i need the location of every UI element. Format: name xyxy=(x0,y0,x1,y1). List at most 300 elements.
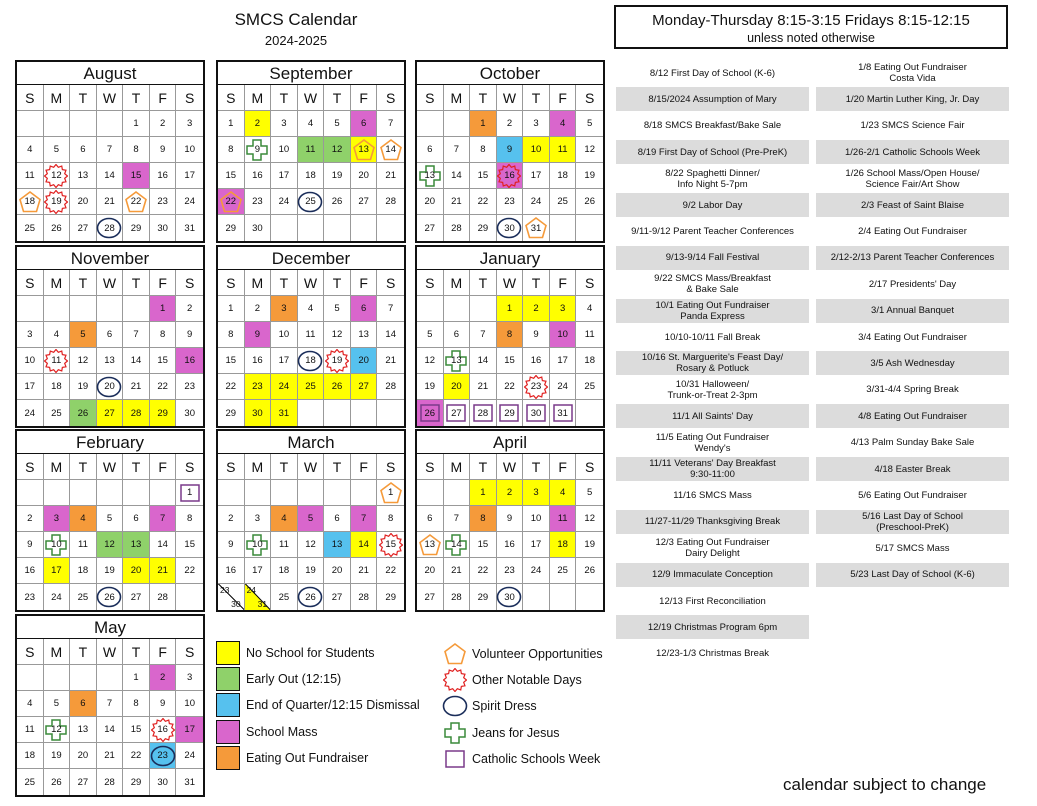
event-item: 12/13 First Reconciliation xyxy=(659,595,766,607)
day-cell xyxy=(576,480,603,506)
day-number: 26 xyxy=(424,407,436,419)
day-number: 18 xyxy=(24,750,36,761)
day-number: 5 xyxy=(307,513,314,524)
day-number: 21 xyxy=(104,750,115,761)
month-february xyxy=(15,429,205,612)
legend-swatch xyxy=(216,720,240,744)
day-cell xyxy=(44,163,71,189)
day-number: 15 xyxy=(130,170,142,181)
day-number: 17 xyxy=(530,539,542,550)
day-number: 17 xyxy=(184,170,195,181)
day-number: 22 xyxy=(130,196,142,207)
day-number: 26 xyxy=(584,196,595,207)
day-cell xyxy=(150,374,177,400)
day-number: 25 xyxy=(51,407,62,419)
day-cell xyxy=(97,111,124,137)
day-number: 12 xyxy=(77,355,89,366)
day-number: 9 xyxy=(27,539,33,550)
day-number: 9 xyxy=(187,329,193,340)
day-cell xyxy=(550,532,577,558)
day-number: 20 xyxy=(424,565,436,576)
day-cell xyxy=(97,348,124,374)
day-cell xyxy=(497,374,524,400)
event-item: 9/22 SMCS Mass/Breakfast & Bake Sale xyxy=(654,273,771,296)
day-cell xyxy=(576,584,603,610)
day-number: 11 xyxy=(24,170,35,181)
day-number: 29 xyxy=(477,591,489,603)
day-cell xyxy=(497,163,524,189)
day-cell xyxy=(44,189,71,215)
day-number: 19 xyxy=(424,381,436,392)
day-number: 14 xyxy=(451,170,462,181)
day-cell xyxy=(70,480,97,506)
day-cell xyxy=(17,558,44,584)
weekday-header: T xyxy=(470,85,497,111)
day-cell xyxy=(417,111,444,137)
day-cell xyxy=(497,296,524,322)
day-cell xyxy=(351,532,378,558)
day-number: 15 xyxy=(504,355,515,366)
weekday-header: S xyxy=(377,454,404,480)
event-item: 10/16 St. Marguerite's Feast Day/ Rosary & Potluck xyxy=(616,351,809,375)
day-number: 31 xyxy=(184,776,195,788)
legend-label: Spirit Dress xyxy=(472,699,537,714)
day-number: 23 xyxy=(504,565,515,576)
day-number: 28 xyxy=(477,407,489,419)
day-number: 19 xyxy=(584,170,595,181)
day-number: 8 xyxy=(388,513,394,524)
weekday-header: T xyxy=(470,454,497,480)
day-number: 27 xyxy=(77,222,89,234)
weekday-header: S xyxy=(176,85,203,111)
day-cell xyxy=(44,322,71,348)
day-number: 23 xyxy=(157,750,168,761)
month-march xyxy=(216,429,406,612)
day-cell xyxy=(176,111,203,137)
day-cell xyxy=(444,400,471,426)
hours-line2: unless noted otherwise xyxy=(747,31,875,45)
day-number: 23 xyxy=(530,381,542,392)
day-cell xyxy=(576,400,603,426)
day-number: 7 xyxy=(388,303,394,314)
day-number: 17 xyxy=(530,170,542,181)
day-number: 11 xyxy=(77,539,88,550)
day-cell xyxy=(417,584,444,610)
day-cell xyxy=(176,296,203,322)
day-cell xyxy=(44,584,71,610)
day-cell xyxy=(271,137,298,163)
day-cell xyxy=(245,480,272,506)
day-number: 2 xyxy=(187,303,193,314)
day-cell xyxy=(97,189,124,215)
day-cell xyxy=(550,558,577,584)
day-cell xyxy=(123,374,150,400)
day-number: 10 xyxy=(184,144,195,155)
day-cell xyxy=(44,400,71,426)
day-cell xyxy=(298,374,325,400)
day-cell xyxy=(470,374,497,400)
weekday-header: M xyxy=(44,85,71,111)
day-cell xyxy=(123,137,150,163)
day-number: 25 xyxy=(557,196,568,207)
day-cell xyxy=(44,137,71,163)
day-number: 10 xyxy=(530,513,542,524)
day-number: 6 xyxy=(80,144,86,155)
day-cell xyxy=(44,532,71,558)
day-number: 2 xyxy=(254,118,260,129)
day-number: 7 xyxy=(480,329,486,340)
day-number: 25 xyxy=(278,591,290,603)
day-number: 15 xyxy=(225,170,237,181)
event-item: 11/11 Veterans' Day Breakfast 9:30-11:00 xyxy=(616,457,809,481)
weekday-header: T xyxy=(123,454,150,480)
day-cell xyxy=(176,480,203,506)
event-item: 12/9 Immaculate Conception xyxy=(616,563,809,587)
day-cell xyxy=(245,137,272,163)
day-cell xyxy=(444,558,471,584)
day-cell xyxy=(17,296,44,322)
day-grid xyxy=(17,85,203,241)
day-cell xyxy=(245,348,272,374)
day-cell xyxy=(377,189,404,215)
legend-label: No School for Students xyxy=(246,646,375,660)
day-cell xyxy=(245,558,272,584)
day-number: 20 xyxy=(358,170,369,181)
day-number: 8 xyxy=(228,144,234,155)
day-cell xyxy=(550,400,577,426)
day-cell xyxy=(550,296,577,322)
legend-symbol-item xyxy=(442,746,600,772)
day-number: 18 xyxy=(278,565,290,576)
day-cell xyxy=(245,506,272,532)
day-cell xyxy=(44,506,71,532)
day-number: 26 xyxy=(331,381,343,392)
day-cell xyxy=(97,743,124,769)
day-number: 10 xyxy=(557,329,568,340)
day-number: 10 xyxy=(278,329,290,340)
day-number: 14 xyxy=(477,355,489,366)
event-item: 8/18 SMCS Breakfast/Bake Sale xyxy=(643,120,782,132)
day-number: 5 xyxy=(106,513,113,524)
day-number: 30 xyxy=(184,407,195,419)
day-grid xyxy=(17,639,203,795)
day-number: 10 xyxy=(51,539,62,550)
day-cell xyxy=(351,296,378,322)
day-number: 28 xyxy=(451,222,462,234)
weekday-header: T xyxy=(271,85,298,111)
legend-swatch xyxy=(216,641,240,665)
legend-symbol-item xyxy=(442,693,537,719)
weekday-header: T xyxy=(324,454,351,480)
day-cell xyxy=(324,348,351,374)
day-cell xyxy=(176,348,203,374)
day-cell xyxy=(44,348,71,374)
day-number: 8 xyxy=(187,513,193,524)
day-number: 27 xyxy=(77,776,89,788)
day-number: 16 xyxy=(225,565,237,576)
day-cell xyxy=(271,480,298,506)
day-number: 14 xyxy=(385,144,396,155)
day-number: 8 xyxy=(480,513,486,524)
day-number: 27 xyxy=(424,591,436,603)
day-number: 2 xyxy=(506,118,513,129)
day-cell xyxy=(444,137,471,163)
day-cell xyxy=(324,584,351,610)
month-name: April xyxy=(417,431,603,454)
day-number: 7 xyxy=(106,698,113,709)
day-number: 12 xyxy=(51,724,62,735)
day-cell xyxy=(271,506,298,532)
day-number: 9 xyxy=(533,329,539,340)
day-cell xyxy=(576,215,603,241)
day-number: 17 xyxy=(557,355,568,366)
day-cell xyxy=(298,584,325,610)
day-cell xyxy=(351,189,378,215)
day-cell xyxy=(576,296,603,322)
day-number: 15 xyxy=(157,355,168,366)
day-cell xyxy=(176,584,203,610)
day-number: 7 xyxy=(159,513,166,524)
day-cell xyxy=(298,348,325,374)
day-cell xyxy=(123,348,150,374)
day-cell xyxy=(176,322,203,348)
day-cell xyxy=(17,189,44,215)
weekday-header: W xyxy=(97,270,124,296)
day-cell xyxy=(523,584,550,610)
day-cell xyxy=(324,506,351,532)
day-number: 22 xyxy=(504,381,515,392)
day-number: 11 xyxy=(51,355,62,366)
day-cell xyxy=(324,296,351,322)
day-cell xyxy=(17,137,44,163)
day-cell xyxy=(417,506,444,532)
day-number: 23 xyxy=(504,196,515,207)
day-cell xyxy=(97,506,124,532)
day-cell xyxy=(377,163,404,189)
month-august xyxy=(15,60,205,243)
day-number: 29 xyxy=(385,591,396,603)
day-number: 20 xyxy=(77,750,89,761)
weekday-header: T xyxy=(523,454,550,480)
day-number: 3 xyxy=(53,513,59,524)
day-cell xyxy=(97,374,124,400)
day-number: 25 xyxy=(584,381,595,392)
day-number: 7 xyxy=(453,513,459,524)
day-number: 27 xyxy=(451,407,462,419)
day-number: 28 xyxy=(104,222,115,234)
school-hours-box xyxy=(614,5,1008,49)
day-cell xyxy=(97,717,124,743)
day-cell xyxy=(150,506,177,532)
day-cell xyxy=(245,189,272,215)
day-number: 2 xyxy=(27,513,33,524)
day-cell xyxy=(123,400,150,426)
legend-symbol-item xyxy=(442,667,582,693)
day-cell xyxy=(523,189,550,215)
day-cell xyxy=(176,665,203,691)
weekday-header: F xyxy=(150,454,177,480)
day-number: 3 xyxy=(533,487,539,498)
event-item: 2/4 Eating Out Fundraiser xyxy=(858,225,967,237)
day-cell xyxy=(17,322,44,348)
day-cell xyxy=(470,348,497,374)
day-cell xyxy=(218,532,245,558)
day-number: 30 xyxy=(504,222,515,234)
day-cell xyxy=(351,506,378,532)
day-cell xyxy=(17,532,44,558)
day-number: 27 xyxy=(331,591,343,603)
day-number: 29 xyxy=(504,407,515,419)
day-cell xyxy=(523,137,550,163)
day-number: 24 xyxy=(278,196,290,207)
day-cell xyxy=(377,137,404,163)
day-number: 4 xyxy=(27,144,33,155)
day-cell xyxy=(444,189,471,215)
day-cell xyxy=(123,584,150,610)
day-cell xyxy=(123,717,150,743)
pentagon-icon xyxy=(442,641,468,667)
day-cell xyxy=(70,558,97,584)
weekday-header: W xyxy=(298,270,325,296)
weekday-header: F xyxy=(550,85,577,111)
day-cell xyxy=(550,374,577,400)
day-cell xyxy=(70,584,97,610)
day-cell xyxy=(298,400,325,426)
day-number: 22 xyxy=(225,196,237,207)
day-number: 20 xyxy=(424,196,436,207)
day-cell xyxy=(123,163,150,189)
legend-label: End of Quarter/12:15 Dismissal xyxy=(246,698,420,713)
day-cell xyxy=(377,532,404,558)
day-cell xyxy=(271,374,298,400)
day-cell xyxy=(324,163,351,189)
day-number: 19 xyxy=(305,565,316,576)
day-number: 4 xyxy=(281,513,287,524)
day-cell xyxy=(470,322,497,348)
day-cell xyxy=(523,296,550,322)
day-cell xyxy=(97,532,124,558)
day-number: 10 xyxy=(278,144,290,155)
weekday-header: F xyxy=(150,270,177,296)
day-number: 22 xyxy=(225,381,237,392)
day-number: 24 xyxy=(51,591,62,603)
day-number: 30 xyxy=(252,222,263,234)
day-cell xyxy=(444,532,471,558)
day-number: 16 xyxy=(504,170,515,181)
day-cell xyxy=(245,532,272,558)
day-number: 1 xyxy=(159,303,166,314)
day-cell xyxy=(497,322,524,348)
day-number: 6 xyxy=(360,303,367,314)
day-cell xyxy=(150,189,177,215)
event-item: 3/4 Eating Out Fundraiser xyxy=(858,331,967,343)
day-number: 27 xyxy=(130,591,142,603)
day-cell xyxy=(351,111,378,137)
day-cell xyxy=(497,584,524,610)
day-cell xyxy=(298,480,325,506)
day-number: 6 xyxy=(334,513,340,524)
day-cell xyxy=(324,374,351,400)
month-october xyxy=(415,60,605,243)
day-cell xyxy=(70,769,97,795)
day-cell xyxy=(150,322,177,348)
day-number: 11 xyxy=(305,144,316,155)
weekday-header: F xyxy=(150,639,177,665)
day-cell xyxy=(97,584,124,610)
day-cell xyxy=(470,163,497,189)
day-number: 5 xyxy=(80,329,86,340)
day-cell xyxy=(245,111,272,137)
day-cell xyxy=(324,111,351,137)
day-cell xyxy=(150,163,177,189)
day-number: 6 xyxy=(453,329,459,340)
day-number: 9 xyxy=(506,513,513,524)
day-cell xyxy=(44,769,71,795)
weekday-header: M xyxy=(444,270,471,296)
day-cell xyxy=(351,584,378,610)
event-item: 1/8 Eating Out Fundraiser Costa Vida xyxy=(858,62,967,84)
day-cell xyxy=(351,322,378,348)
day-cell xyxy=(324,322,351,348)
event-item: 1/23 SMCS Science Fair xyxy=(860,120,965,132)
day-cell xyxy=(70,348,97,374)
day-number: 26 xyxy=(584,565,595,576)
day-cell xyxy=(150,480,177,506)
day-number: 4 xyxy=(80,513,86,524)
day-cell xyxy=(17,717,44,743)
weekday-header: W xyxy=(97,85,124,111)
day-cell xyxy=(176,374,203,400)
day-number: 8 xyxy=(159,329,166,340)
day-cell xyxy=(97,296,124,322)
day-cell xyxy=(150,717,177,743)
day-cell xyxy=(97,769,124,795)
day-number: 18 xyxy=(557,539,568,550)
event-item: 12/3 Eating Out Fundraiser Dairy Delight xyxy=(655,537,770,560)
day-number: 12 xyxy=(424,355,436,366)
day-number: 8 xyxy=(506,329,513,340)
weekday-header: W xyxy=(497,85,524,111)
weekday-header: T xyxy=(123,85,150,111)
day-cell xyxy=(17,374,44,400)
day-number: 6 xyxy=(106,329,113,340)
day-cell xyxy=(470,215,497,241)
day-number: 26 xyxy=(305,591,316,603)
day-cell xyxy=(523,400,550,426)
day-cell xyxy=(70,665,97,691)
day-cell xyxy=(470,137,497,163)
day-cell xyxy=(550,348,577,374)
weekday-header: S xyxy=(417,270,444,296)
day-cell xyxy=(576,189,603,215)
day-cell xyxy=(298,558,325,584)
day-cell xyxy=(245,296,272,322)
event-item: 3/1 Annual Banquet xyxy=(816,299,1009,323)
day-number: 5 xyxy=(587,487,593,498)
day-cell xyxy=(576,506,603,532)
day-number: 25 xyxy=(24,776,36,788)
day-cell xyxy=(444,506,471,532)
day-cell xyxy=(470,111,497,137)
day-number: 7 xyxy=(388,118,394,129)
day-number: 6 xyxy=(360,118,367,129)
day-cell xyxy=(576,558,603,584)
day-cell xyxy=(298,137,325,163)
weekday-header: T xyxy=(123,639,150,665)
weekday-header: F xyxy=(550,454,577,480)
day-cell xyxy=(218,558,245,584)
day-number: 15 xyxy=(225,355,237,366)
